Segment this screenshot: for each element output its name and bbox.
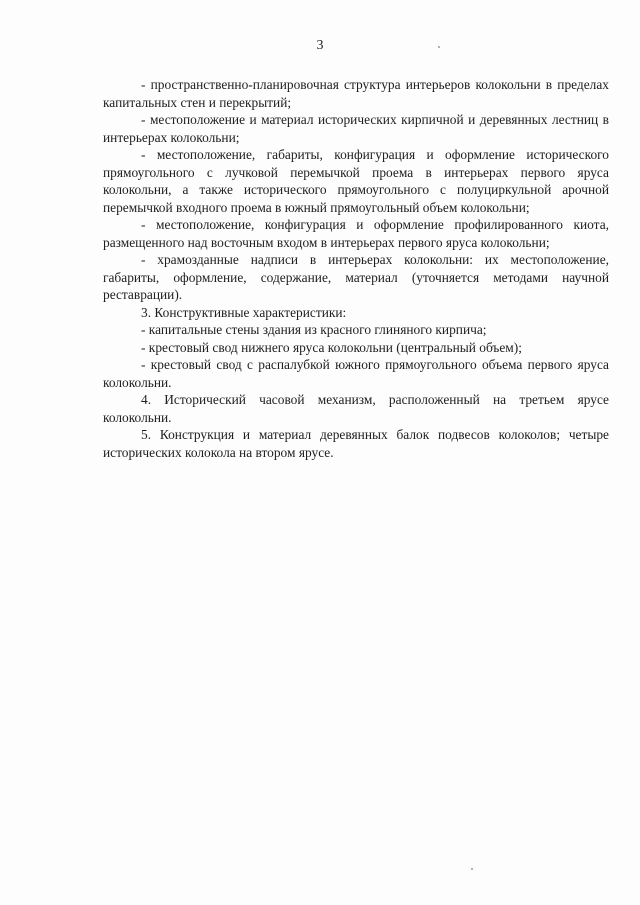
paragraph-7: - крестовый свод нижнего яруса колокольни (центральный объем); (141, 339, 522, 355)
scan-artifact (471, 868, 473, 870)
section-item-4: 4. Исторический часовой механизм, расположенный на третьем ярусе колокольни. (103, 392, 609, 425)
scan-artifact (438, 46, 440, 48)
paragraph-1: - пространственно-планировочная структура интерьеров колокольни в пределах капитальных стен и перекрытий; (103, 77, 609, 110)
section-heading-3: 3. Конструктивные характеристики: (141, 304, 347, 320)
page-number: 3 (316, 38, 324, 53)
paragraph-8: - крестовый свод с распалубкой южного прямоугольного объема первого яруса колокольни. (103, 357, 609, 390)
paragraph-2: - местоположение и материал исторических кирпичной и деревянных лестниц в интерьерах колокольни; (103, 112, 609, 145)
paragraph-4: - местоположение, конфигурация и оформление профилированного киота, размещенного над восточным входом в интерьерах первого яруса колокольни; (103, 217, 609, 250)
paragraph-5: - храмозданные надписи в интерьерах колокольни: их местоположение, габариты, оформление, содержание, материал (уточняется методами научной реставрации). (103, 252, 609, 302)
section-item-5: 5. Конструкция и материал деревянных балок подвесов колоколов; четыре исторических колокола на втором ярусе. (103, 427, 609, 460)
paragraph-6: - капитальные стены здания из красного глиняного кирпича; (141, 322, 487, 337)
paragraph-3: - местоположение, габариты, конфигурация и оформление исторического прямоугольного с лучковой перемычкой проема в интерьерах первого яруса колокольни, а также исторического прямоугольного с полуциркульной арочной перемычкой входного проема в южный прямоугольный объем колокольни; (103, 147, 609, 215)
document-body (103, 76, 609, 461)
